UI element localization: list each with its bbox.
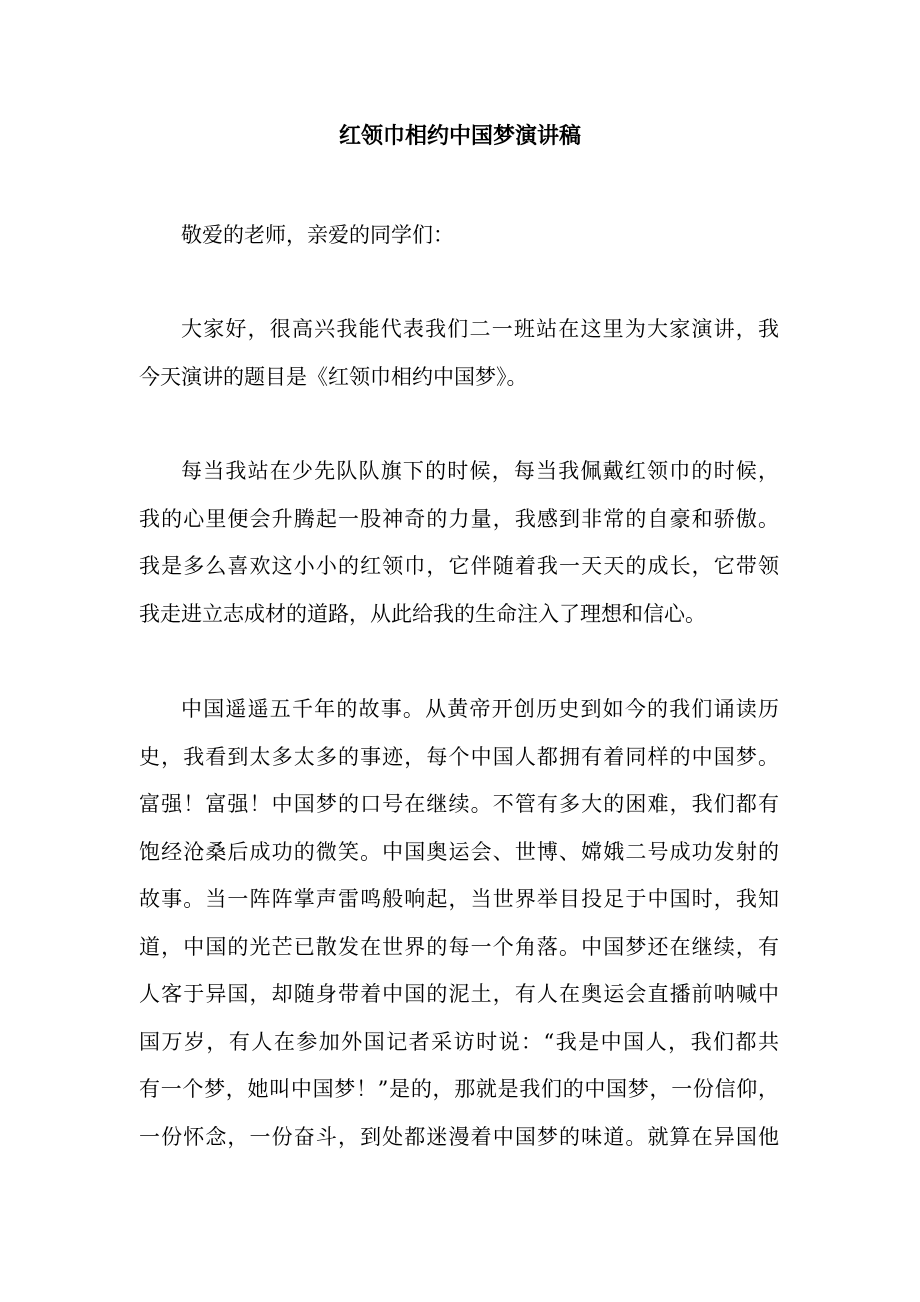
- intro-paragraph: [139, 306, 779, 401]
- paragraph-line: 有一个梦，她叫中国梦！”是的，那就是我们的中国梦，一份信仰，: [139, 1077, 779, 1101]
- paragraph-line: 富强！富强！中国梦的口号在继续。不管有多大的困难，我们都有: [139, 792, 779, 816]
- paragraph-line: 今天演讲的题目是《红领巾相约中国梦》。: [139, 364, 528, 389]
- paragraph-line: 大家好，很高兴我能代表我们二一班站在这里为大家演讲，我: [181, 317, 779, 341]
- salutation-paragraph: [139, 212, 779, 260]
- paragraph-line: 国万岁，有人在参加外国记者采访时说：“我是中国人，我们都共: [139, 1029, 779, 1054]
- paragraph-line: 我是多么喜欢这小小的红领巾，它伴随着我一天天的成长，它带领: [139, 554, 779, 578]
- paragraph-line: 饱经沧桑后成功的微笑。中国奥运会、世博、嫦娥二号成功发射的: [139, 839, 779, 864]
- document-title: 红领巾相约中国梦演讲稿: [338, 124, 581, 149]
- red-scarf-paragraph: [139, 448, 779, 638]
- paragraph-line: 我的心里便会升腾起一股神奇的力量，我感到非常的自豪和骄傲。: [139, 506, 779, 531]
- paragraph-line: 一份怀念，一份奋斗，到处都迷漫着中国梦的味道。就算在异国他: [139, 1124, 779, 1149]
- salutation-line: 敬爱的老师，亲爱的同学们：: [181, 223, 454, 247]
- paragraph-line: 我走进立志成材的道路，从此给我的生命注入了理想和信心。: [139, 601, 706, 626]
- paragraph-line: 道，中国的光芒已散发在世界的每一个角落。中国梦还在继续，有: [139, 934, 779, 959]
- paragraph-line: 中国遥遥五千年的故事。从黄帝开创历史到如今的我们诵读历: [181, 697, 779, 721]
- paragraph-line: 史，我看到太多太多的事迹，每个中国人都拥有着同样的中国梦。: [139, 744, 779, 769]
- paragraph-line: 故事。当一阵阵掌声雷鸣般响起，当世界举目投足于中国时，我知: [139, 887, 779, 911]
- paragraph-line: 每当我站在少先队队旗下的时候，每当我佩戴红领巾的时候，: [181, 459, 779, 483]
- china-dream-paragraph: [139, 686, 779, 1161]
- paragraph-line: 人客于异国，却随身带着中国的泥土，有人在奥运会直播前呐喊中: [139, 982, 779, 1006]
